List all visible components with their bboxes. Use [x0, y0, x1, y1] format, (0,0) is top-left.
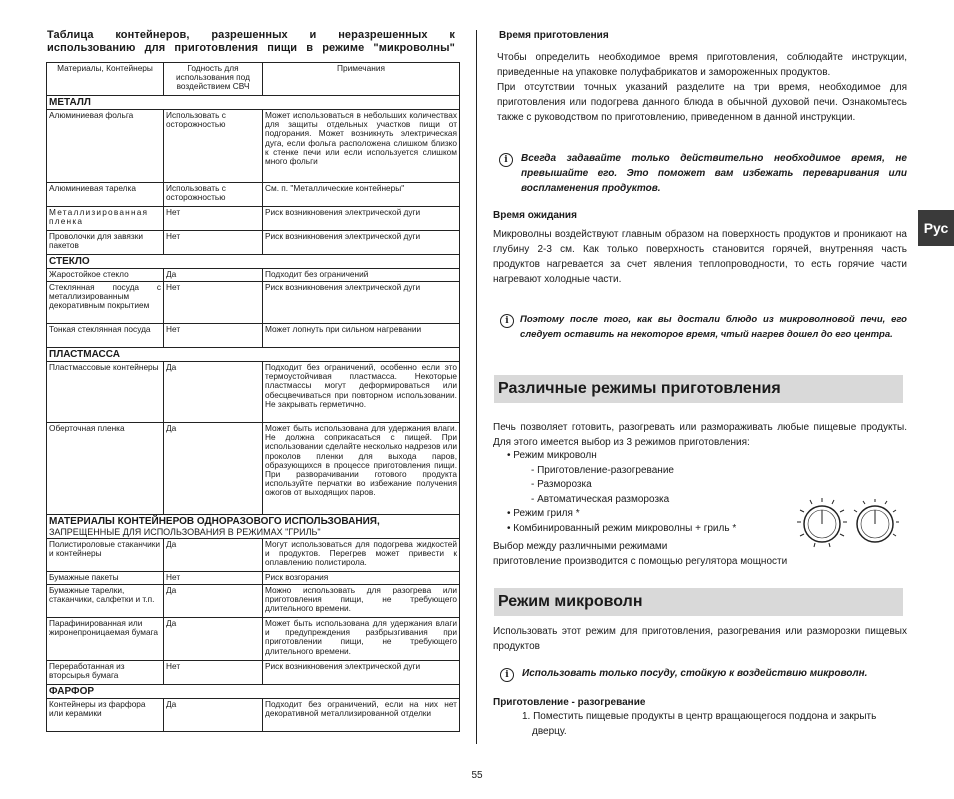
modes-list: [507, 449, 736, 536]
cell-note: Может использоваться в небольших количествах для защиты отдельных участков пищи от подгорания. Может возникнуть электрическая дуга, если фольга расположена слишком близко к стенке печи или если используется слишком много фольги: [263, 110, 460, 183]
table-title: [47, 29, 455, 55]
cell-usage: Использовать с осторожностью: [164, 183, 263, 207]
microwave-section-title: Режим микроволн: [494, 588, 903, 616]
cook-reheat-step-1: [522, 709, 912, 739]
column-divider: [476, 30, 477, 744]
cell-note: Риск возникновения электрической дуги: [263, 661, 460, 685]
table-row: [47, 572, 460, 585]
modes-selection-line-2: приготовление производится с помощью регулятора мощности: [493, 556, 788, 567]
cell-usage: Да: [164, 423, 263, 515]
cell-note: Риск возгорания: [263, 572, 460, 585]
cell-usage: Да: [164, 362, 263, 423]
cook-reheat-step-1-line-1: 1. Поместить пищевые продукты в центр вращающегося поддона и закрыть: [522, 711, 877, 722]
cell-usage: Нет: [164, 207, 263, 231]
table-row: [47, 231, 460, 255]
modes-selection-text: [493, 539, 823, 569]
cell-usage: Нет: [164, 572, 263, 585]
cell-material: Переработанная из вторсырья бумага: [47, 661, 164, 685]
list-item: - Приготовление-разогревание: [531, 464, 674, 476]
cell-material: Контейнеры из фарфора или керамики: [47, 699, 164, 732]
waiting-time-heading: Время ожидания: [493, 210, 577, 221]
table-header-row: [47, 63, 460, 96]
cell-usage: Нет: [164, 231, 263, 255]
control-dials-illustration: [795, 490, 905, 550]
cell-material: Тонкая стеклянная посуда: [47, 324, 164, 348]
table-row: [47, 282, 460, 324]
cell-note: Подходит без ограничений: [263, 269, 460, 282]
cell-note: Риск возникновения электрической дуги: [263, 282, 460, 324]
cell-material: Бумажные тарелки, стаканчики, салфетки и т.п.: [47, 585, 164, 618]
cell-note: Может быть использована для удержания влаги. Не должна соприкасаться с пищей. При использовании сделайте несколько надрезов или проколов пленки для выхода паров, образующихся в процессе приготовления пищи. При разворачивании готового продукта используйте перчатки во избежание получения ожогов от выходящих паров.: [263, 423, 460, 515]
cell-usage: Да: [164, 699, 263, 732]
cell-usage: Да: [164, 269, 263, 282]
section-disposable-subtitle: ЗАПРЕЩЕННЫЕ ДЛЯ ИСПОЛЬЗОВАНИЯ В РЕЖИМАХ "ГРИЛЬ": [49, 527, 321, 537]
cell-note: Может лопнуть при сильном нагревании: [263, 324, 460, 348]
header-materials: Материалы, Контейнеры: [47, 63, 164, 96]
cell-material: Бумажные пакеты: [47, 572, 164, 585]
cell-material: Пластмассовые контейнеры: [47, 362, 164, 423]
table-row: [47, 661, 460, 685]
cell-note: Можно использовать для разогрева или приготовления пищи, не требующего длительного времени.: [263, 585, 460, 618]
cell-material: Металлизированная пленка: [47, 207, 164, 231]
cook-reheat-step-1-line-2: дверцу.: [532, 726, 567, 737]
header-suitability: Годность для использования под воздействием СВЧ: [164, 63, 263, 96]
cell-usage: Да: [164, 539, 263, 572]
table-row: [47, 699, 460, 732]
cell-usage: Нет: [164, 324, 263, 348]
cell-material: Полистироловые стаканчики и контейнеры: [47, 539, 164, 572]
cell-material: Оберточная пленка: [47, 423, 164, 515]
cell-note: См. п. "Металлические контейнеры": [263, 183, 460, 207]
page-number: 55: [471, 770, 483, 781]
section-row: [47, 348, 460, 362]
cell-usage: Да: [164, 618, 263, 661]
section-disposable: [47, 515, 460, 539]
cell-note: Может быть использована для удержания влаги и предупреждения разбрызгивания при приготовлении пищи, не требующего длительного времени.: [263, 618, 460, 661]
header-notes: Примечания: [263, 63, 460, 96]
modes-intro: Печь позволяет готовить, разогревать или размораживать любые пищевые продукты. Для этого имеется выбор из 3 режимов приготовления:: [493, 422, 907, 448]
cell-note: Подходит без ограничений, если на них нет декоративной металлизированной отделки: [263, 699, 460, 732]
section-metal: МЕТАЛЛ: [47, 96, 460, 110]
microwave-note: Использовать только посуду, стойкую к воздействию микроволн.: [522, 668, 868, 679]
section-porcelain: ФАРФОР: [47, 685, 460, 699]
cell-material: Алюминиевая тарелка: [47, 183, 164, 207]
table-row: [47, 618, 460, 661]
table-row: [47, 183, 460, 207]
cell-note: Риск возникновения электрической дуги: [263, 231, 460, 255]
cell-note: Подходит без ограничений, особенно если это термоустойчивая пластмасса. Некоторые пластмассы могут деформироваться или обесцвечиваться при повторном использовании. Не закрывать герметично.: [263, 362, 460, 423]
info-icon: i: [500, 314, 514, 328]
cooking-time-heading: Время приготовления: [499, 30, 609, 41]
section-row: [47, 515, 460, 539]
cooking-time-note: Всегда задавайте только действительно необходимое время, не превышайте его. Это поможет вам избежать переваривания или воспламенения продуктов.: [521, 153, 907, 194]
cell-note: Могут использоваться для подогрева жидкостей и продуктов. Перегрев может привести к оплавлению полистирола.: [263, 539, 460, 572]
section-row: [47, 96, 460, 110]
cell-material: Проволочки для завязки пакетов: [47, 231, 164, 255]
language-tab: Рус: [918, 210, 954, 246]
microwave-intro: Использовать этот режим для приготовления, разогревания или разморозки пищевых продуктов: [493, 626, 907, 652]
section-glass: СТЕКЛО: [47, 255, 460, 269]
list-item: • Комбинированный режим микроволны + гриль *: [507, 522, 737, 534]
table-row: [47, 269, 460, 282]
waiting-time-note: Поэтому после того, как вы достали блюдо из микроволновой печи, его следует оставить на некоторое время, чтый нагрев дошел до его центра.: [520, 314, 907, 340]
list-item: • Режим микроволн: [507, 450, 597, 461]
cook-reheat-heading: Приготовление - разогревание: [493, 697, 646, 708]
table-title-line-1: Таблица контейнеров, разрешенных и неразрешенных к: [47, 29, 455, 41]
section-disposable-title: МАТЕРИАЛЫ КОНТЕЙНЕРОВ ОДНОРАЗОВОГО ИСПОЛЬЗОВАНИЯ,: [49, 516, 380, 527]
table-row: [47, 585, 460, 618]
containers-table: [46, 62, 460, 732]
cell-material: Стеклянная посуда с металлизированным декоративным покрытием: [47, 282, 164, 324]
cooking-time-para-1: Чтобы определить необходимое время приготовления, соблюдайте инструкции, приведенные на упаковке полуфабрикатов и замороженных продуктов.: [497, 52, 907, 78]
cell-usage: Нет: [164, 282, 263, 324]
section-row: [47, 255, 460, 269]
cell-usage: Использовать с осторожностью: [164, 110, 263, 183]
info-icon: i: [500, 668, 514, 682]
cell-material: Алюминиевая фольга: [47, 110, 164, 183]
table-row: [47, 207, 460, 231]
power-dial-icon: [797, 498, 847, 547]
table-title-line-2: использованию для приготовления пищи в режиме "микроволны": [47, 42, 455, 54]
cell-usage: Нет: [164, 661, 263, 685]
cell-material: Жаростойкое стекло: [47, 269, 164, 282]
list-item: - Разморозка: [531, 479, 592, 490]
modes-selection-line-1: Выбор между различными режимами: [493, 541, 668, 552]
cell-material: Парафинированная или жиронепроницаемая бумага: [47, 618, 164, 661]
modes-section-title: Различные режимы приготовления: [494, 375, 903, 403]
table-row: [47, 324, 460, 348]
cell-usage: Да: [164, 585, 263, 618]
table-row: [47, 539, 460, 572]
table-row: [47, 362, 460, 423]
list-item: - Автоматическая разморозка: [531, 493, 670, 505]
section-row: [47, 685, 460, 699]
cell-note: Риск возникновения электрической дуги: [263, 207, 460, 231]
section-plastic: ПЛАСТМАССА: [47, 348, 460, 362]
info-icon: i: [499, 153, 513, 167]
cooking-time-para-2: При отсутствии точных указаний разделите на три время, необходимое для приготовления или подогрева данного блюда в обычной духовой печи. Ознакомьтесь также с руководством по приготовлению, приведенном в данной инструкции.: [497, 82, 907, 123]
table-row: [47, 423, 460, 515]
table-row: [47, 110, 460, 183]
list-item: • Режим гриля *: [507, 508, 580, 519]
waiting-time-para: Микроволны воздействуют главным образом на поверхность продуктов и проникают на глубину 2-3 см. Как только поверхность становится горячей, внутренняя часть продуктов нагревается за счет явления теплопроводности, то есть горячие части нагревают холодные части.: [493, 229, 907, 285]
timer-dial-icon: [854, 499, 899, 542]
